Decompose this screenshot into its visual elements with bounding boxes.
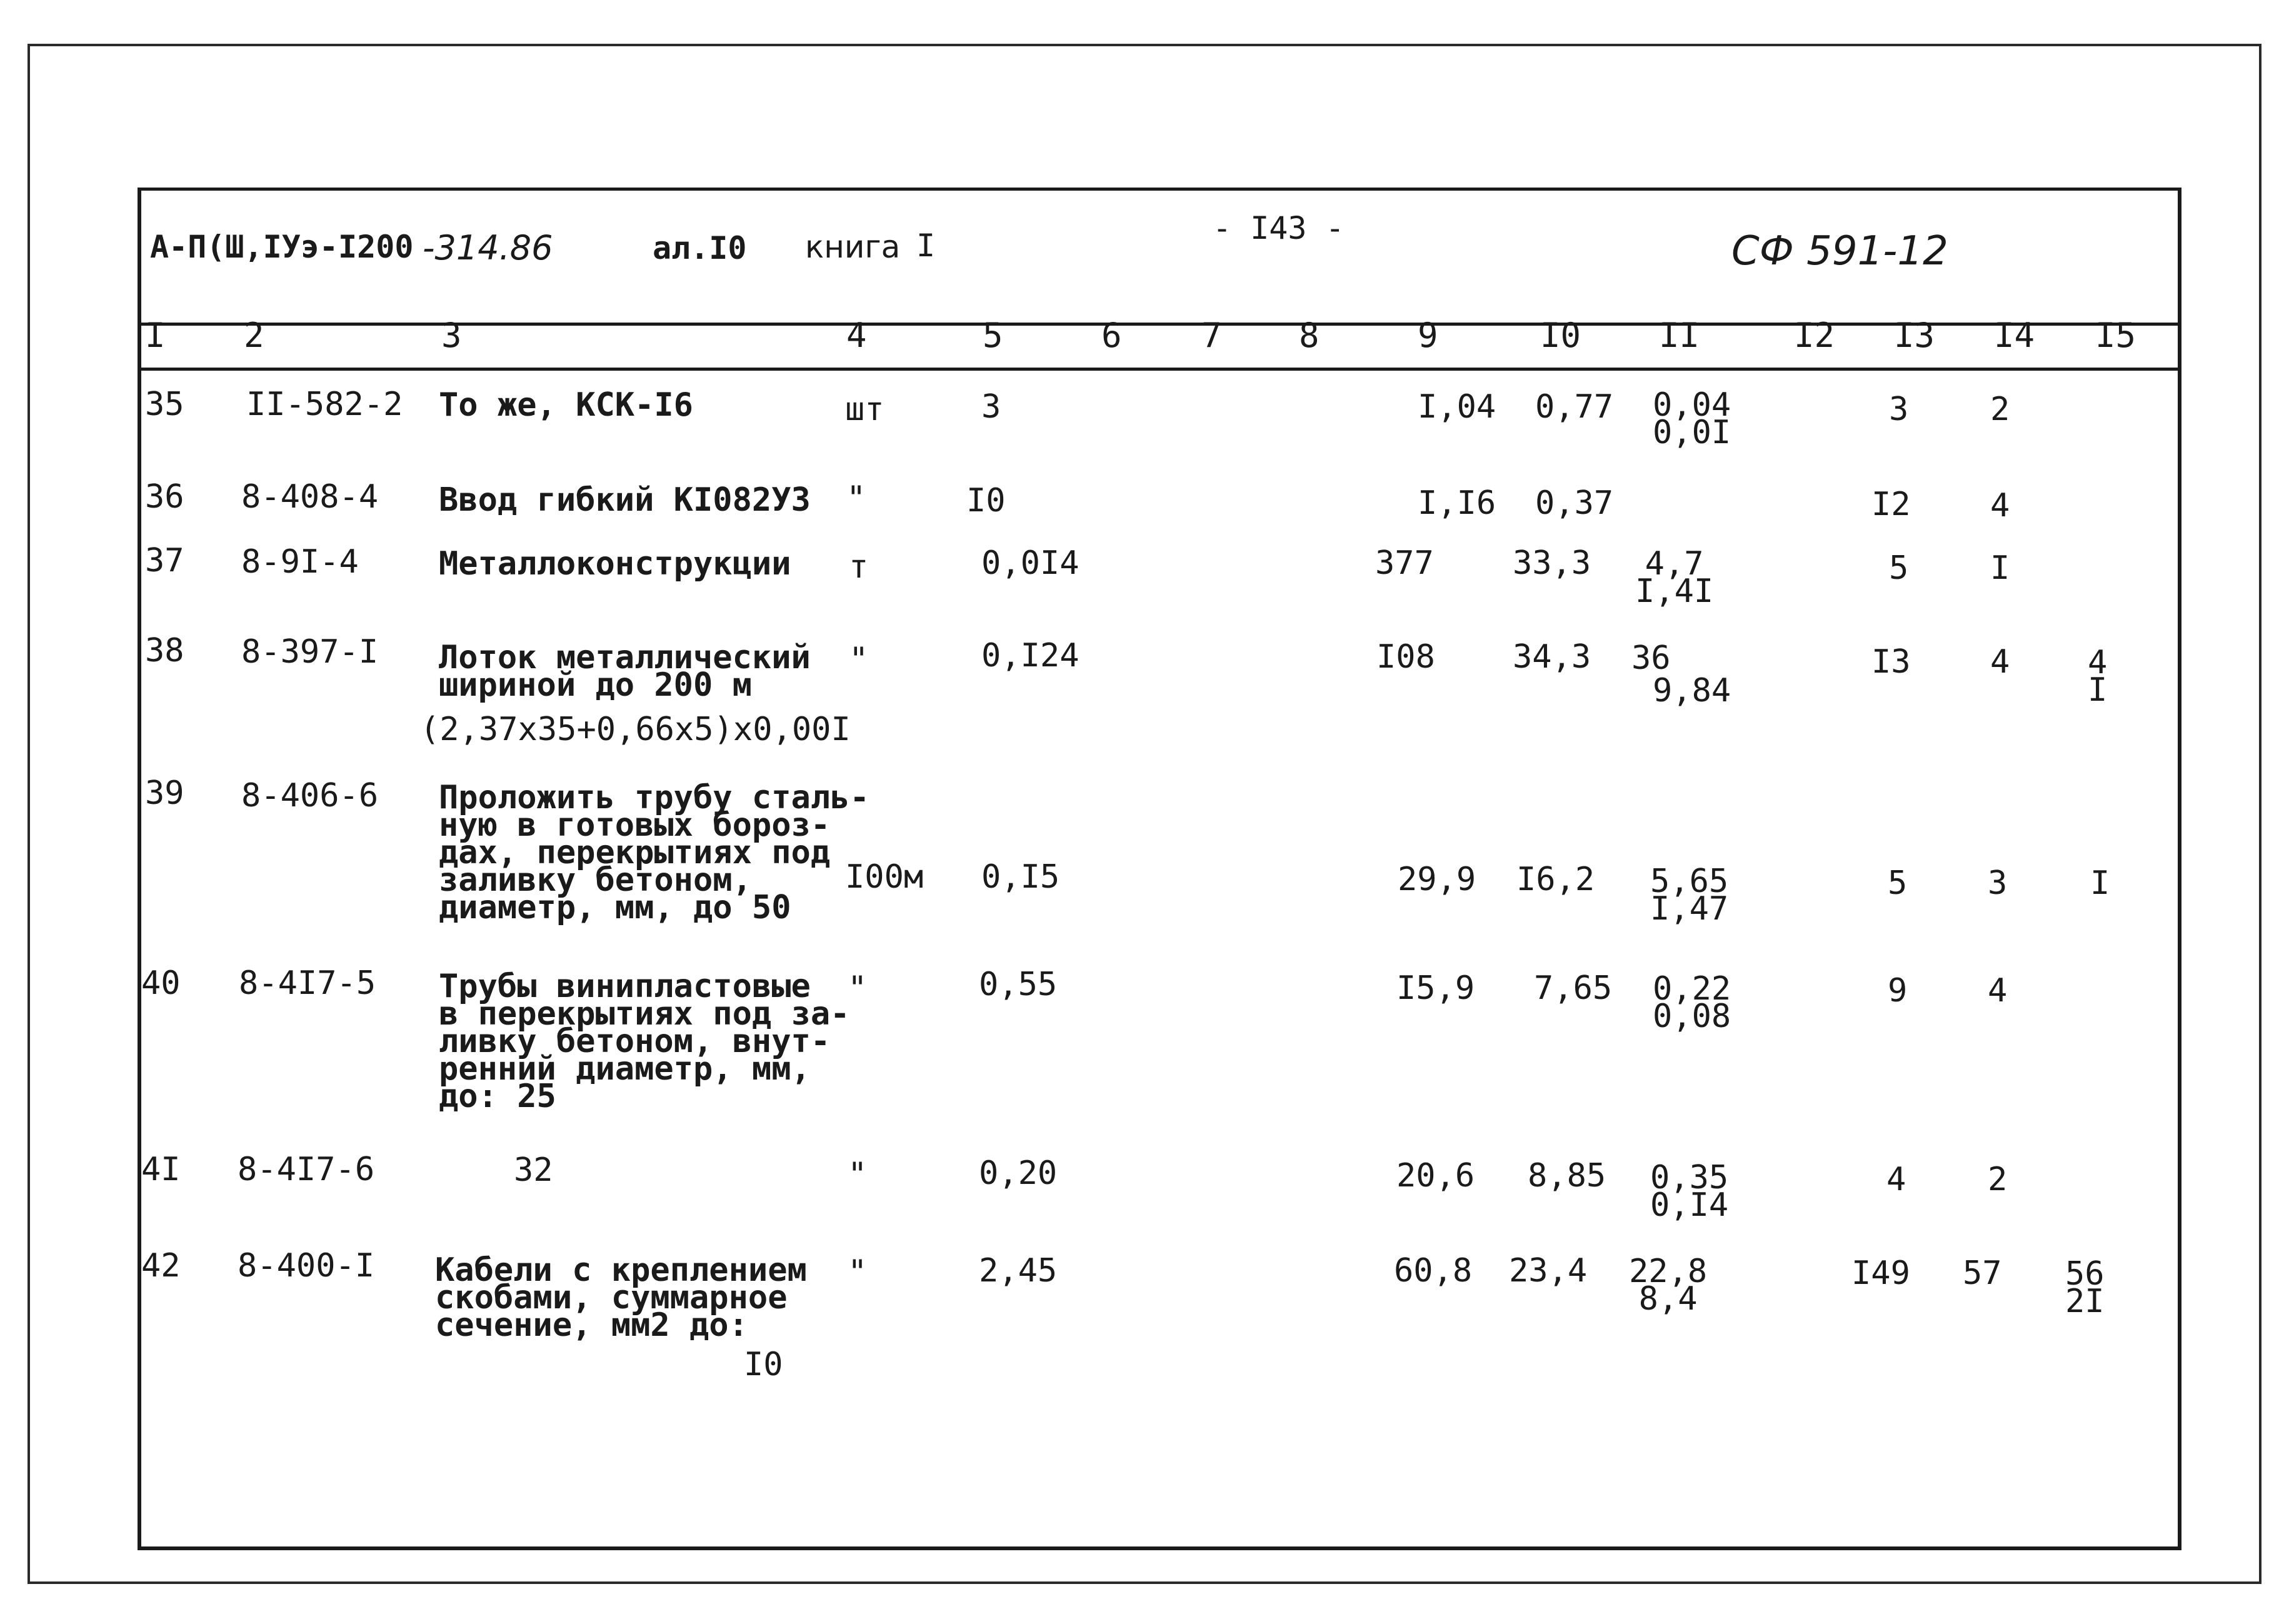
work-description: 32: [514, 1151, 553, 1189]
quantity: 0,20: [979, 1155, 1058, 1192]
album-number: ал.I0: [653, 230, 747, 266]
work-description: Проложить трубу сталь- ную в готовых бороз- дах, перекрытиях под заливку бетоном, диаметр, мм, до 50: [439, 779, 869, 926]
col-15-top: 56: [2065, 1255, 2105, 1293]
column-number: 7: [1201, 316, 1222, 355]
unit: ": [848, 1156, 868, 1193]
col-10-value: 23,4: [1509, 1252, 1588, 1290]
column-number: 9: [1418, 316, 1438, 355]
col-10-value: I6,2: [1516, 861, 1595, 898]
col-15-value: [2065, 1255, 2105, 1320]
norm-code: 8-408-4: [241, 478, 379, 516]
unit: т: [849, 548, 869, 586]
col-11-top: 22,8: [1629, 1253, 1708, 1290]
col-13-value: I2: [1871, 486, 1911, 523]
stamp-code: СФ 591-12: [1731, 228, 1948, 274]
norm-code: 8-4I7-5: [239, 965, 376, 1002]
column-number: 3: [441, 316, 462, 355]
column-number: I2: [1794, 316, 1835, 355]
norm-code: 8-400-I: [238, 1247, 375, 1285]
quantity: 0,55: [979, 966, 1058, 1003]
col-15-bottom: I: [2088, 671, 2108, 709]
col-15-value: I: [2090, 865, 2110, 902]
col-11-top: 0,35: [1650, 1159, 1729, 1196]
norm-code: 8-9I-4: [241, 543, 359, 581]
column-number: I4: [1994, 316, 2035, 355]
column-number: I: [145, 316, 166, 355]
col-14-value: 4: [1988, 972, 2008, 1010]
col-14-value: 57: [1963, 1255, 2002, 1292]
col-9-value: 20,6: [1396, 1157, 1475, 1195]
col-14-value: 2: [1988, 1161, 2008, 1198]
col-11-value: [1650, 863, 1729, 928]
col-11-bottom: I,47: [1650, 890, 1729, 928]
work-description: Металлоконструкции: [439, 545, 791, 583]
col-11-value: [1653, 386, 1731, 451]
col-13-value: I3: [1871, 643, 1911, 681]
quantity: 0,I24: [981, 637, 1079, 674]
col-9-value: 60,8: [1394, 1252, 1473, 1290]
unit: шт: [845, 391, 884, 428]
col-11-bottom: 0,08: [1653, 998, 1731, 1035]
col-9-value: 377: [1375, 544, 1434, 582]
col-13-value: 4: [1886, 1161, 1906, 1198]
unit: ": [848, 1253, 868, 1291]
col-13-value: I49: [1851, 1255, 1910, 1292]
unit: ": [849, 641, 869, 678]
col-11-value: [1650, 1159, 1729, 1224]
quantity: 3: [981, 388, 1001, 426]
col-14-value: 4: [1990, 487, 2010, 524]
work-description: Лоток металлический шириной до 200 м: [439, 639, 811, 704]
col-11-bottom: 0,I4: [1650, 1186, 1729, 1224]
column-number: 5: [983, 316, 1003, 355]
column-number: 2: [244, 316, 264, 355]
quantity: 0,0I4: [981, 544, 1079, 582]
col-14-value: 2: [1990, 391, 2010, 428]
table-rule-header: [141, 368, 2180, 371]
col-9-value: I5,9: [1396, 970, 1475, 1007]
col-13-value: 5: [1888, 865, 1908, 902]
work-description: То же, КСК-I6: [439, 386, 693, 424]
row-number: 4I: [141, 1151, 181, 1188]
col-11-bottom: I,4I: [1635, 573, 1714, 610]
col-15-value: [2088, 644, 2108, 709]
doc-code-handwritten: -314.86: [423, 228, 553, 268]
col-11-top: 36: [1631, 639, 1671, 677]
col-11-top: 0,22: [1653, 970, 1731, 1008]
col-11-value: [1635, 545, 1714, 610]
col-11-value: [1629, 1253, 1708, 1318]
column-number: I0: [1540, 316, 1581, 355]
col-10-value: 0,37: [1535, 484, 1614, 522]
col-11-bottom: 9,84: [1653, 672, 1731, 709]
column-number: 4: [846, 316, 867, 355]
row-number: 35: [145, 386, 184, 423]
col-10-value: 33,3: [1513, 544, 1591, 582]
col-11-bottom: 8,4: [1638, 1280, 1698, 1318]
row-number: 40: [141, 965, 181, 1002]
column-number: II: [1659, 316, 1700, 355]
norm-code: 8-4I7-6: [238, 1151, 375, 1188]
quantity: 2,45: [979, 1252, 1058, 1290]
col-10-value: 34,3: [1513, 638, 1591, 676]
quantity: I0: [966, 482, 1006, 519]
col-13-value: 5: [1889, 549, 1909, 587]
col-9-value: I,04: [1418, 388, 1496, 426]
col-11-top: 4,7: [1645, 545, 1704, 583]
column-number: 8: [1299, 316, 1320, 355]
col-11-top: 5,65: [1650, 863, 1729, 900]
book-label: книга: [805, 229, 901, 265]
work-description: Ввод гибкий КI082УЗ: [439, 481, 811, 519]
col-14-value: 3: [1988, 865, 2008, 902]
row-number: 36: [145, 478, 184, 516]
row-number: 42: [141, 1247, 181, 1285]
col-11-top: 0,04: [1653, 386, 1731, 424]
col-9-value: I,I6: [1418, 484, 1496, 522]
unit: I00м: [845, 858, 924, 896]
col-9-value: I08: [1376, 638, 1435, 676]
norm-code: 8-397-I: [241, 633, 379, 671]
work-description: Трубы винипластовые в перекрытиях под за- ливку бетоном, внут- ренний диаметр, мм, до: 25: [439, 968, 850, 1115]
col-13-value: 9: [1888, 972, 1908, 1010]
unit: ": [848, 970, 868, 1007]
row-number: 39: [145, 774, 184, 812]
work-description: Кабели с креплением скобами, суммарное сечение, мм2 до:: [435, 1251, 807, 1344]
column-number: 6: [1101, 316, 1122, 355]
column-number: I5: [2095, 316, 2136, 355]
row-number: 37: [145, 542, 184, 579]
col-11-bottom: 0,0I: [1653, 414, 1731, 451]
col-10-value: 8,85: [1528, 1157, 1606, 1195]
page-number: - I43 -: [1213, 210, 1345, 246]
col-14-value: I: [1990, 549, 2010, 587]
col-9-value: 29,9: [1398, 861, 1476, 898]
norm-code: II-582-2: [246, 386, 403, 423]
description-subvalue: I0: [744, 1346, 783, 1383]
unit: ": [846, 479, 866, 517]
norm-code: 8-406-6: [241, 777, 379, 815]
col-14-value: 4: [1990, 643, 2010, 681]
col-15-bottom: 2I: [2065, 1283, 2105, 1320]
col-15-top: 4: [2088, 644, 2108, 681]
book-number: I: [916, 228, 936, 264]
column-number: I3: [1894, 316, 1935, 355]
col-10-value: 7,65: [1534, 970, 1613, 1007]
doc-code: А-П(Ш,IУэ-I200: [150, 229, 414, 265]
col-11-value: [1653, 970, 1731, 1035]
col-13-value: 3: [1889, 391, 1909, 428]
row-number: 38: [145, 632, 184, 669]
quantity: 0,I5: [981, 858, 1060, 896]
calculation-formula: (2,37х35+0,66х5)х0,00I: [420, 711, 851, 748]
col-10-value: 0,77: [1535, 388, 1614, 426]
